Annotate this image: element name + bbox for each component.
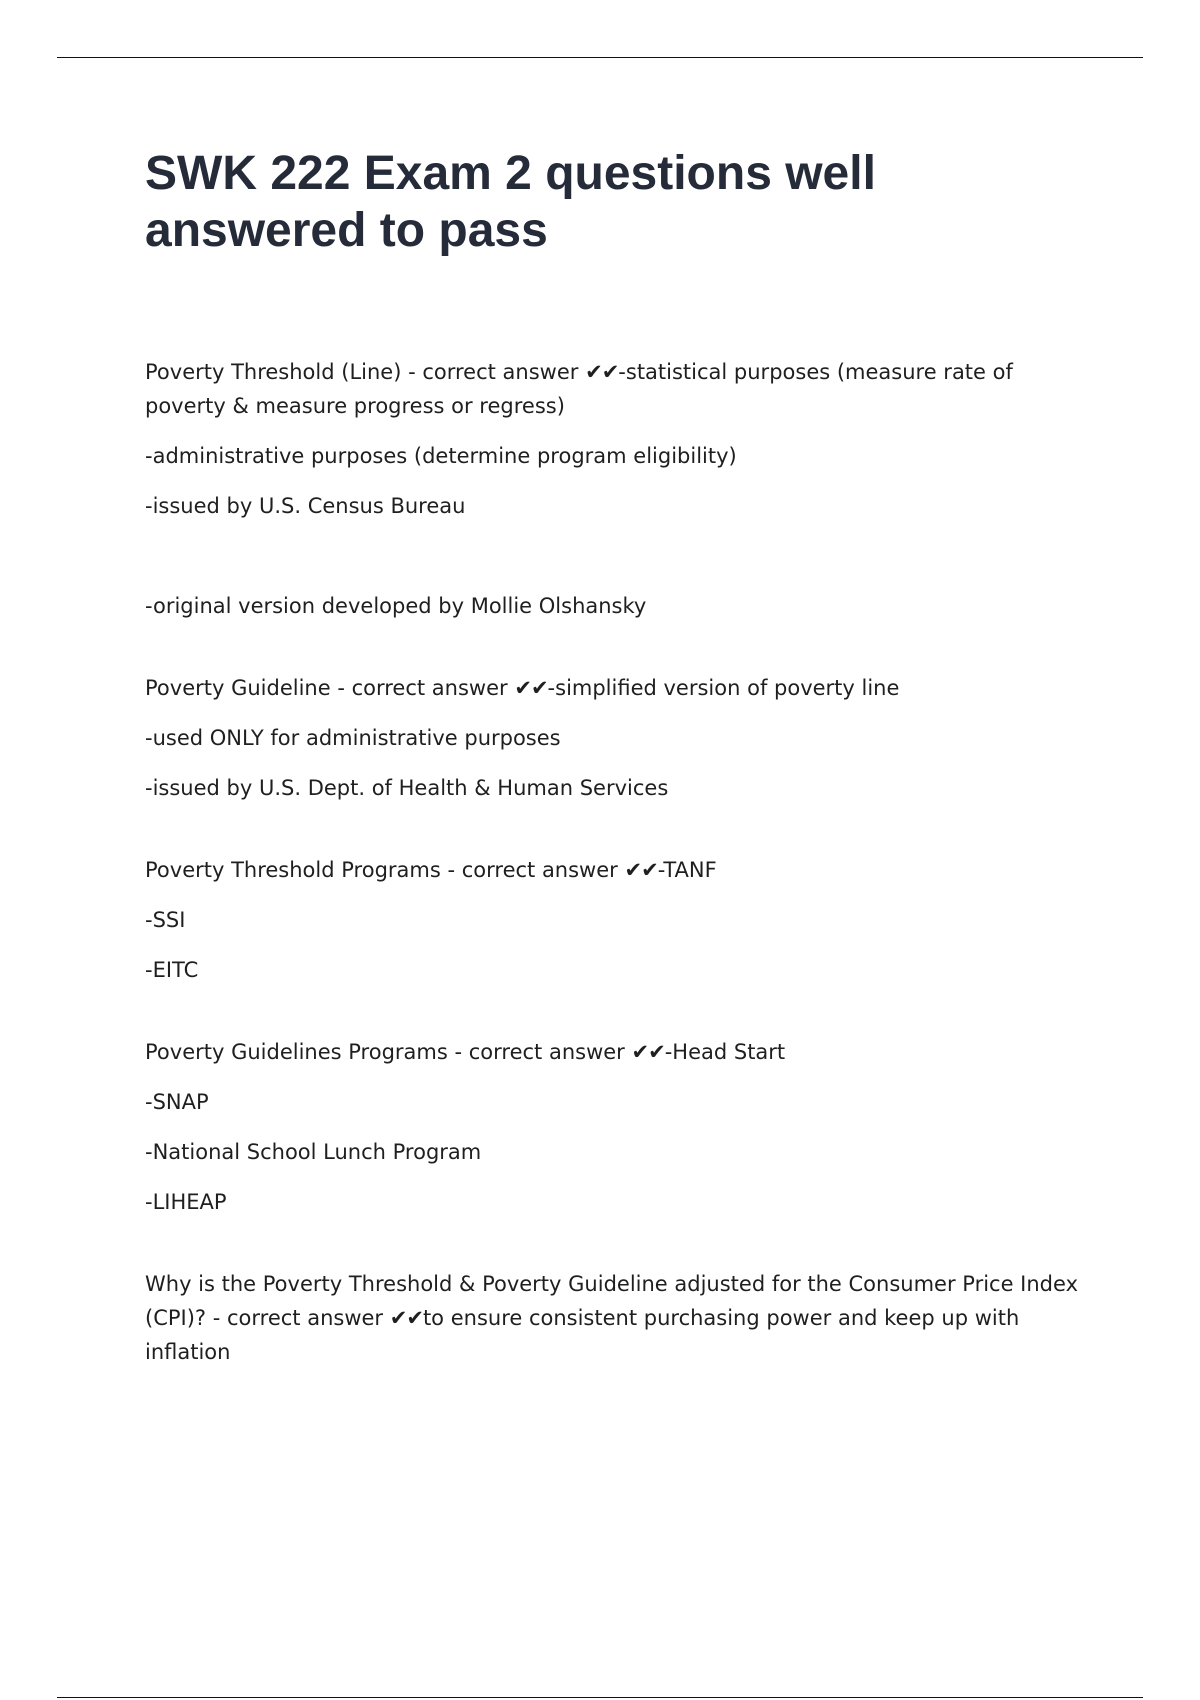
bottom-rule (57, 1697, 1143, 1698)
entry-first-line: Poverty Guideline - correct answer ✔✔-simplified version of poverty line (145, 676, 900, 700)
double-check-icon: ✔✔ (585, 360, 619, 384)
answer-text: -simplified version of poverty line (547, 676, 900, 700)
answer-text: -Head Start (664, 1040, 786, 1064)
entry-first-line: Poverty Threshold Programs - correct answer ✔✔-TANF (145, 858, 717, 882)
answer-line: -original version developed by Mollie Olshansky (145, 594, 647, 618)
answer-line: -used ONLY for administrative purposes (145, 726, 561, 750)
question-text: Poverty Guidelines Programs (145, 1040, 448, 1064)
answer-text: -TANF (657, 858, 717, 882)
entry-poverty-threshold-programs (145, 853, 1090, 987)
question-text: Poverty Threshold Programs (145, 858, 441, 882)
answer-line: -National School Lunch Program (145, 1140, 482, 1164)
answer-line: -issued by U.S. Dept. of Health & Human Services (145, 776, 669, 800)
double-check-icon: ✔✔ (389, 1306, 423, 1330)
answer-marker: correct answer (422, 360, 579, 384)
answer-line: -issued by U.S. Census Bureau (145, 494, 466, 518)
question-text: Poverty Threshold (Line) (145, 360, 402, 384)
entry-first-line: Poverty Threshold (Line) - correct answer ✔✔-statistical purposes (measure rate of poverty & measure progress or regress) (145, 360, 1013, 418)
document-body (145, 355, 1090, 1417)
entry-first-line: Why is the Poverty Threshold & Poverty Guideline adjusted for the Consumer Price Index (CPI)? - correct answer ✔✔to ensure consistent purchasing power and keep up with inflation (145, 1272, 1078, 1364)
answer-line: -LIHEAP (145, 1190, 227, 1214)
top-rule (57, 57, 1143, 58)
question-text: Poverty Guideline (145, 676, 331, 700)
answer-text: to ensure consistent purchasing power and keep up with inflation (145, 1306, 1020, 1364)
question-text: Why is the Poverty Threshold & Poverty Guideline adjusted for the Consumer Price Index (CPI)? (145, 1272, 1078, 1330)
answer-line: -EITC (145, 958, 199, 982)
document-title: SWK 222 Exam 2 questions well answered to pass (145, 147, 876, 257)
answer-marker: correct answer (227, 1306, 384, 1330)
entry-cpi-adjustment (145, 1267, 1090, 1369)
entry-poverty-threshold (145, 355, 1090, 623)
entry-poverty-guideline (145, 671, 1090, 805)
double-check-icon: ✔✔ (631, 1040, 665, 1064)
answer-marker: correct answer (351, 676, 508, 700)
answer-marker: correct answer (461, 858, 618, 882)
answer-line: -SNAP (145, 1090, 209, 1114)
answer-line: -SSI (145, 908, 186, 932)
entry-poverty-guidelines-programs (145, 1035, 1090, 1219)
answer-text: -statistical purposes (measure rate of poverty & measure progress or regress) (145, 360, 1013, 418)
answer-marker: correct answer (468, 1040, 625, 1064)
answer-line: -administrative purposes (determine program eligibility) (145, 444, 737, 468)
double-check-icon: ✔✔ (514, 676, 548, 700)
entry-first-line: Poverty Guidelines Programs - correct answer ✔✔-Head Start (145, 1040, 786, 1064)
double-check-icon: ✔✔ (624, 858, 658, 882)
